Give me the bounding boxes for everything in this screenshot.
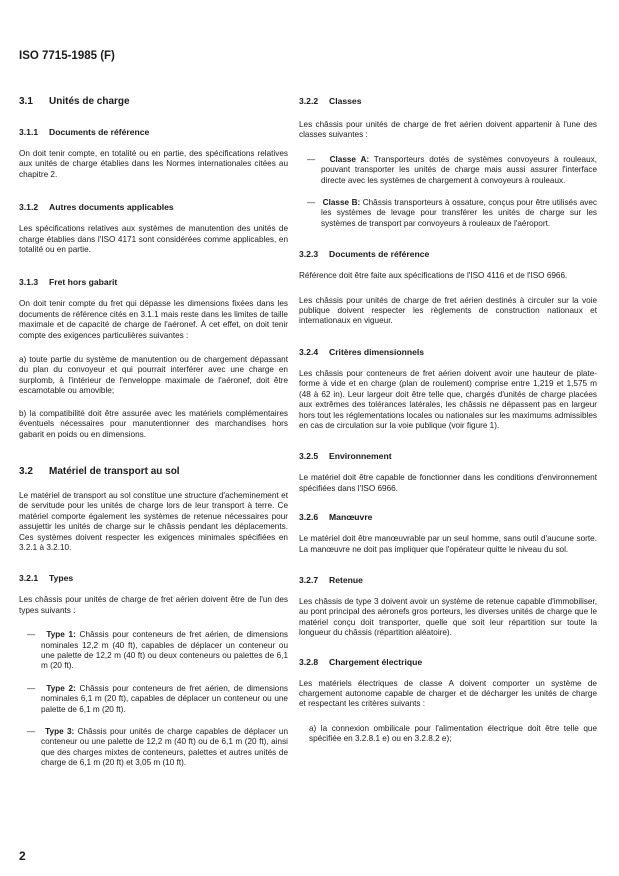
section-heading (299, 512, 597, 522)
paragraph: Les spécifications relatives aux systèmes de manutention des unités de charge établies dans l'ISO 4171 sont considérées comme applicables, en totalité ou en partie. (19, 224, 288, 255)
section-heading (19, 277, 288, 287)
list-item: — Classe A: Transporteurs dotés de systèmes convoyeurs à rouleaux, pouvant transporter les unités de charge mais aussi assurer l'interface directe avec les systèmes de chargement à convoyeurs à rouleaux. (307, 154, 597, 185)
left-column (19, 96, 288, 781)
paragraph: Les châssis pour unités de charge de fret aérien doivent être de l'un des types suivants : (19, 595, 288, 615)
section-number: 3.2.5 (299, 451, 319, 462)
paragraph: Les châssis de type 3 doivent avoir un système de retenue capable d'immobiliser, au pont principal des aéronefs gros porteurs, les diverses unités de charge que le matériel conçu doit transporter, quelle que soit leur répartition sur toute la longueur du châssis (répartition aléatoire). (299, 596, 597, 638)
section-heading (299, 575, 597, 585)
section-heading (19, 202, 288, 212)
section-number: 3.2.4 (299, 346, 319, 357)
section-heading (19, 127, 288, 137)
section-number: 3.1 (19, 96, 33, 107)
section-number: 3.2.8 (299, 656, 319, 667)
section-heading (299, 249, 597, 259)
paragraph: Le matériel doit être manœuvrable par un seul homme, sans outil d'aucune sorte. La manœuvre ne doit pas impliquer que l'opérateur quitte le niveau du sol. (299, 534, 597, 554)
section-heading (19, 96, 288, 107)
section-number: 3.2.2 (299, 96, 319, 106)
paragraph: Le matériel doit être capable de fonctionner dans les conditions d'environnement spécifiées dans l'ISO 6966. (299, 473, 597, 493)
section-title: Environnement (329, 451, 392, 462)
class-text: Transporteurs dotés de systèmes convoyeurs à rouleaux, pouvant transporter les unités de charge mais aussi assurer l'interface directe avec les systèmes de chargement à convoyeurs à rouleaux. (321, 154, 597, 185)
document-header: ISO 7715-1985 (F) (19, 50, 115, 62)
section-title: Types (49, 573, 74, 584)
list-item: b) la compatibilité doit être assurée avec les matériels complémentaires éventuels nécessaires pour manutentionner des marchandises hors gabarit en poids ou en dimensions. (19, 408, 288, 439)
section-title: Manœuvre (329, 512, 373, 523)
section-number: 3.2.6 (299, 512, 319, 523)
section-title: Matériel de transport au sol (49, 465, 180, 477)
list-item: a) la connexion ombilicale pour l'alimentation électrique doit être telle que spécifiée en 3.2.8.1 e) ou en 3.2.8.2 e); (309, 723, 597, 744)
section-number: 3.2.1 (19, 573, 39, 584)
class-label: Classe A: (329, 154, 370, 164)
list-item: — Classe B: Châssis transporteurs à ossature, conçus pour être utilisés avec les systèmes de levage pour transférer les unités de charge sur les systèmes de transport par convoyeurs à rouleaux de l'aéroport. (307, 198, 597, 228)
paragraph: Référence doit être faite aux spécifications de l'ISO 4116 et de l'ISO 6966. (299, 271, 568, 281)
class-label: Classe B: (322, 198, 361, 208)
right-column (299, 96, 597, 757)
section-title: Chargement électrique (329, 656, 423, 667)
section-number: 3.2 (19, 465, 33, 477)
type-text: Châssis pour conteneurs de fret aérien, de dimensions nominales 12,2 m (40 ft), capables de déplacer un conteneur ou une palette de 12,2 m (40 ft) ou deux conteneurs ou palettes de 6,1 m (20 ft). (41, 630, 289, 671)
section-title: Unités de charge (49, 96, 130, 107)
section-number: 3.1.3 (19, 277, 39, 288)
section-heading (19, 573, 288, 583)
type-text: Châssis pour unités de charge capables de déplacer un conteneur ou une palette de 12,2 m (40 ft) ou de 6,1 m (20 ft), ainsi que des charges mixtes de conteneurs, palettes et autres unités de charge de 6,1 m (20 ft) et 3,05 m (10 ft). (41, 727, 288, 768)
section-number: 3.2.3 (299, 249, 319, 260)
list-item: — Type 2: Châssis pour conteneurs de fret aérien, de dimensions nominales 6,1 m (20 ft), capables de déplacer un conteneur ou une palette de 6,1 m (20 ft). (27, 683, 289, 714)
type-label: Type 2: (46, 683, 76, 693)
paragraph: Les châssis pour conteneurs de fret aérien doivent avoir une hauteur de plate-forme à vide et en charge (plan de roulement) comprise entre 1,219 et 1,575 m (48 à 62 in). Leur largeur doit être telle que, chargés d'unités de charge placées aux extrêmes des tolérances latérales, les châssis ne dépassent pas en largeur hors tout les réglementations locales ou nationales sur les maximums admissibles en cas de circulation sur la voie publique (voir figure 1). (299, 368, 597, 430)
section-heading (19, 466, 288, 477)
section-number: 3.1.2 (19, 202, 39, 213)
paragraph: Les matériels électriques de classe A doivent comporter un système de chargement autonome capable de charger et de décharger les unités de charge et respectant les critères suivants : (299, 678, 597, 709)
paragraph: Les châssis pour unités de charge de fret aérien destinés à circuler sur la voie publique doivent respecter les règlements de construction nationaux et internationaux en vigueur. (299, 295, 597, 326)
class-text: Châssis transporteurs à ossature, conçus pour être utilisés avec les systèmes de levage pour transférer les unités de charge sur les systèmes de transport par convoyeurs à rouleaux de l'aéroport. (321, 198, 597, 228)
type-label: Type 1: (46, 630, 76, 640)
section-heading (299, 451, 597, 461)
section-number: 3.1.1 (19, 127, 39, 137)
section-title: Documents de référence (49, 127, 150, 137)
section-heading (299, 347, 597, 357)
paragraph: On doit tenir compte du fret qui dépasse les dimensions fixées dans les documents de référence cités en 3.1.1 mais reste dans les limites de taille maximale et de capacité de charge de l'aéronef. À cet effet, on doit tenir compte des exigences particulières suivantes : (19, 299, 288, 340)
section-title: Documents de référence (329, 249, 430, 260)
list-item: — Type 3: Châssis pour unités de charge capables de déplacer un conteneur ou une palette de 12,2 m (40 ft) ou de 6,1 m (20 ft), ainsi que des charges mixtes de conteneurs, palettes et autres unités de charge de 6,1 m (20 ft) et 3,05 m (10 ft). (27, 727, 288, 768)
paragraph: Les châssis pour unités de charge de fret aérien doivent appartenir à l'une des classes suivantes : (299, 120, 597, 140)
page-number: 2 (19, 849, 26, 863)
type-text: Châssis pour conteneurs de fret aérien, de dimensions nominales 6,1 m (20 ft), capables de déplacer un conteneur ou une palette de 6,1 m (20 ft). (41, 683, 289, 714)
section-title: Fret hors gabarit (49, 277, 118, 288)
section-title: Retenue (329, 574, 363, 585)
type-label: Type 3: (45, 727, 75, 736)
section-heading (299, 657, 597, 667)
paragraph: On doit tenir compte, en totalité ou en partie, des spécifications relatives aux unités de charge établies dans les Normes internationales citées au chapitre 2. (19, 149, 288, 179)
section-number: 3.2.7 (299, 574, 319, 585)
list-item: — Type 1: Châssis pour conteneurs de fret aérien, de dimensions nominales 12,2 m (40 ft), capables de déplacer un conteneur ou une palette de 12,2 m (40 ft) ou deux conteneurs ou palettes de 6,1 m (20 ft). (27, 630, 289, 671)
list-item: a) toute partie du système de manutention ou de chargement dépassant du plan du convoyeur et qui pourrait interférer avec une charge en surplomb, à l'intérieur de l'enveloppe maximale de l'aéronef, doit être escamotable ou amovible; (19, 355, 288, 396)
section-heading (299, 96, 597, 106)
section-title: Autres documents applicables (49, 202, 174, 213)
section-title: Classes (329, 96, 362, 106)
paragraph: Le matériel de transport au sol constitue une structure d'acheminement et de servitude pour les unités de charge lors de leur transport à terre. Ce matériel comporte également les systèmes de retenue nécessaires pour assujettir les unités de charge sur le châssis pendant les déplacements. Ces systèmes doivent respecter les exigences minimales spécifiées en 3.2.1 à 3.2.10. (19, 490, 288, 552)
section-title: Critères dimensionnels (329, 346, 425, 357)
